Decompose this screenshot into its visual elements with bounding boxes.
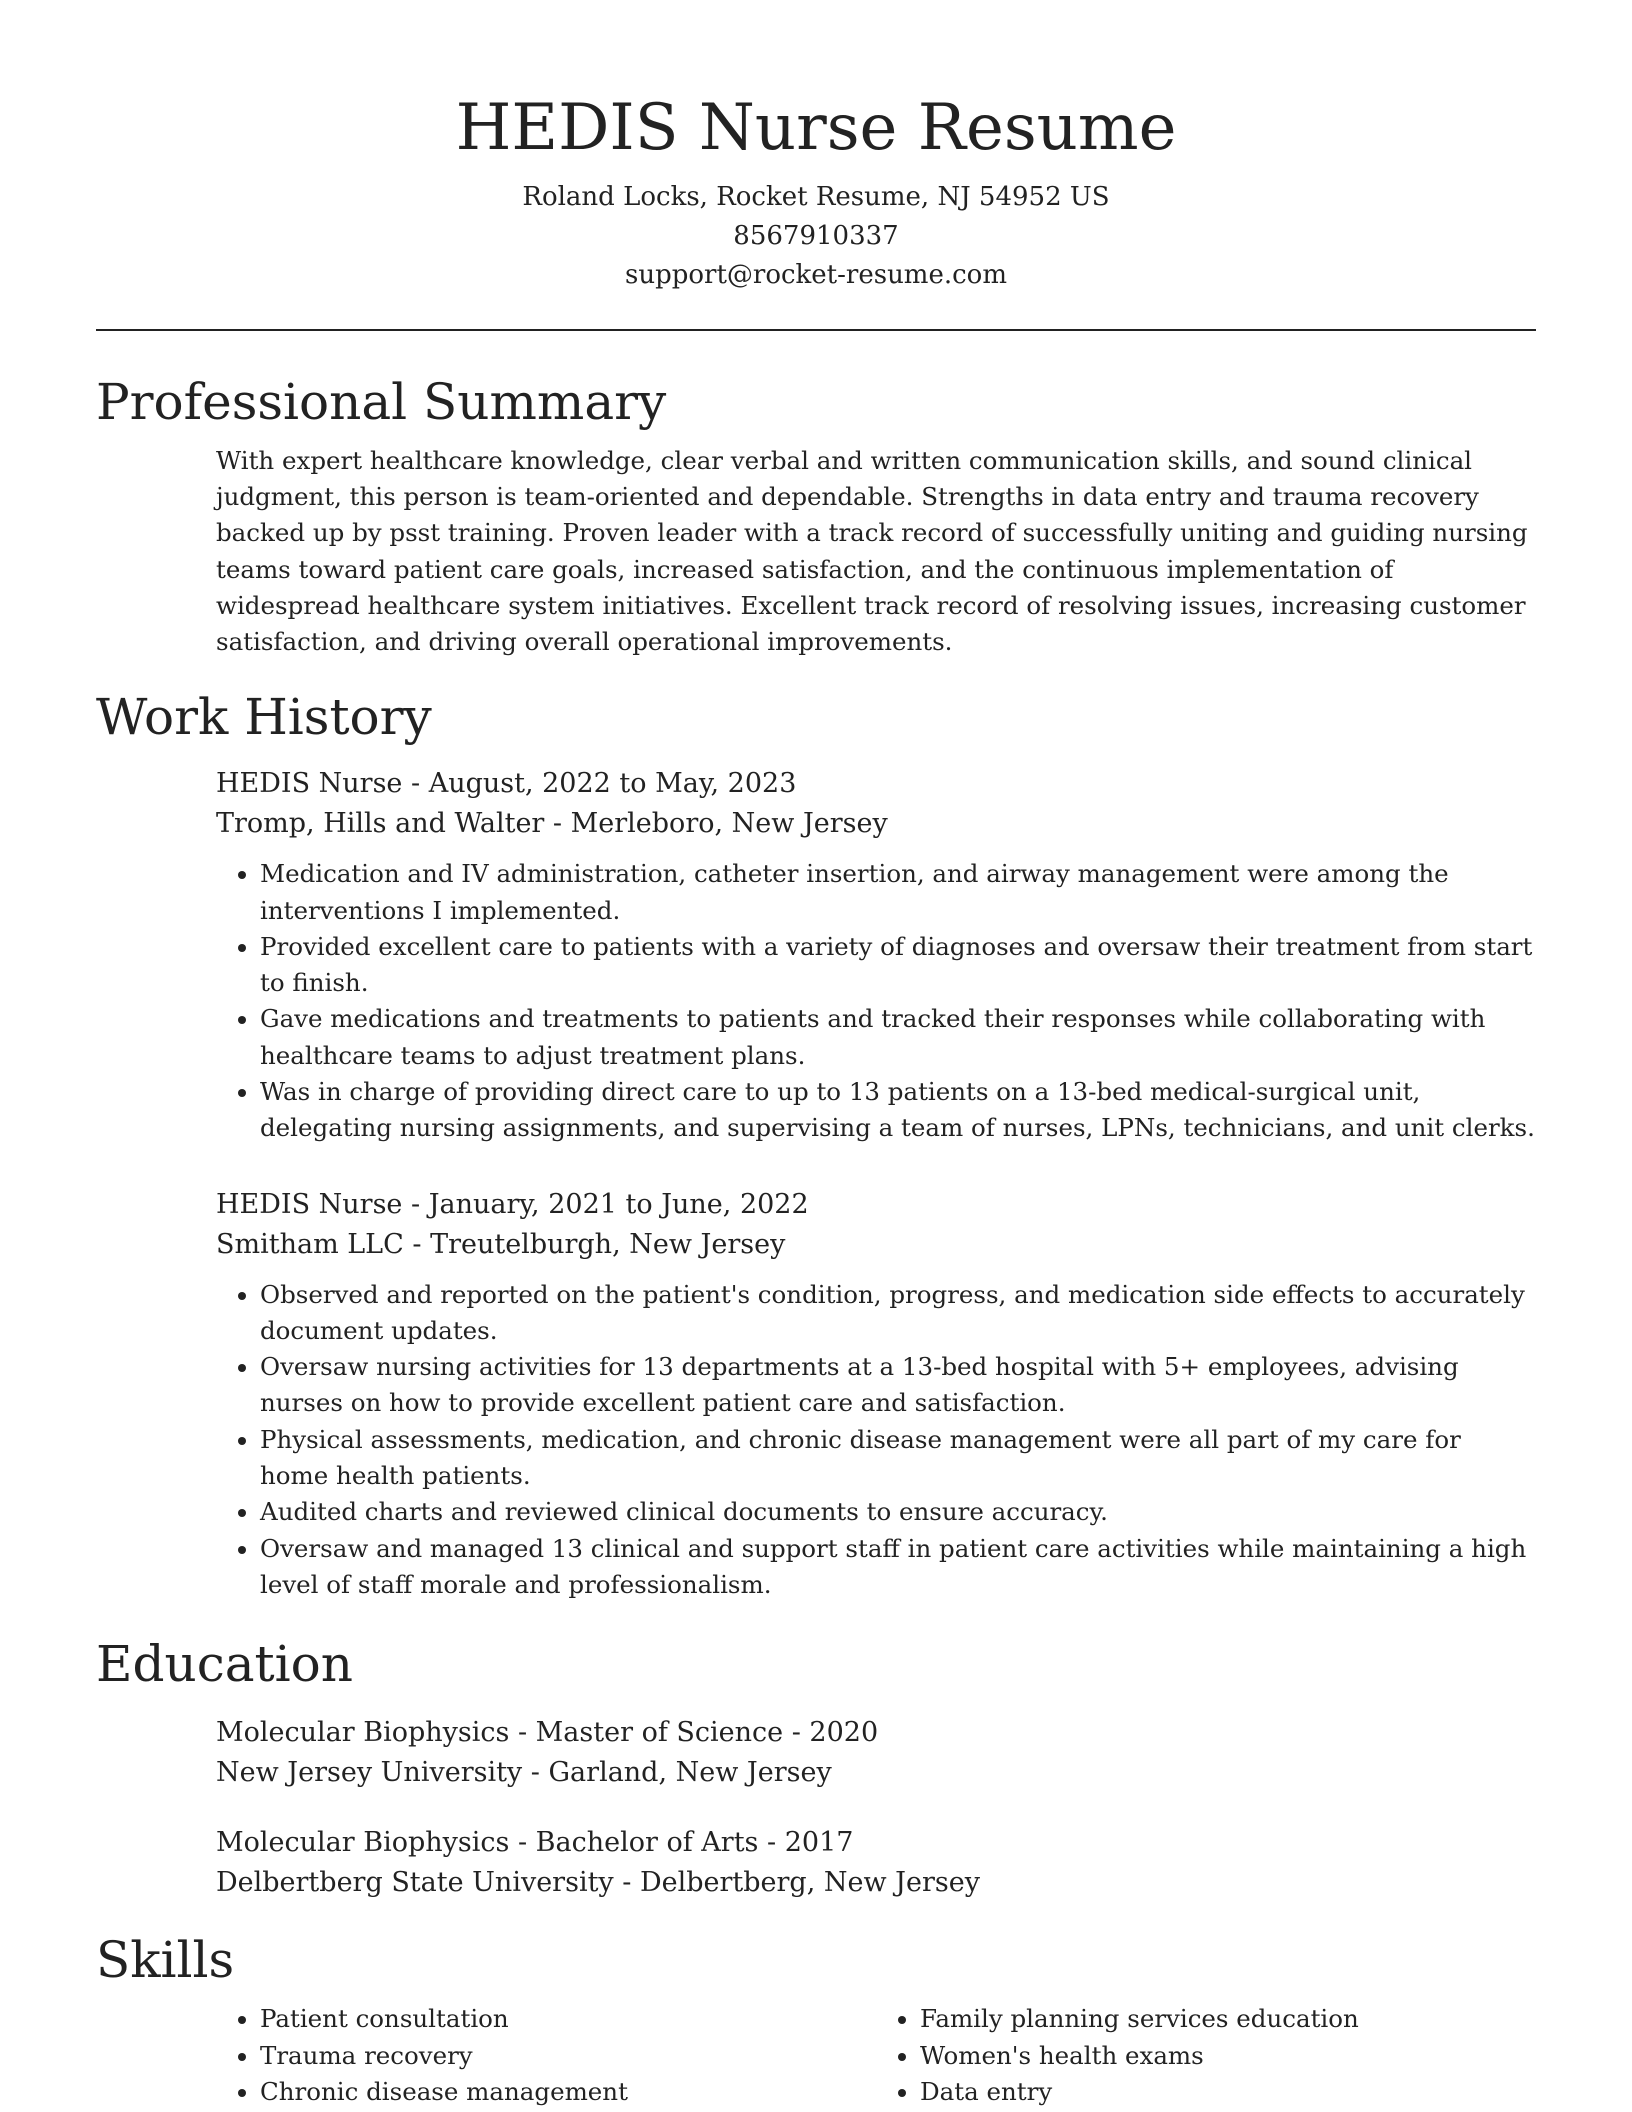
- skill-item: • Trauma recovery: [260, 2038, 876, 2074]
- job-company-line: [216, 804, 1536, 844]
- skill-item: • Patient consultation: [260, 2001, 876, 2037]
- job-company: Smitham LLC: [216, 1228, 404, 1260]
- skill-item: • Chronic disease management: [260, 2074, 876, 2110]
- work-history-section: [96, 686, 1536, 1603]
- job-entry: [216, 764, 1536, 1146]
- education-school: Delbertberg State University: [216, 1867, 614, 1899]
- job-bullet: • Was in charge of providing direct care to up to 13 patients on a 13-bed medical-surgical unit, delegating nursing assignments, and supervising a team of nurses, LPNs, technicians, and unit clerks.: [260, 1074, 1536, 1147]
- section-heading-education: Education: [96, 1635, 353, 1694]
- education-year: - 2020: [783, 1717, 879, 1749]
- education-section: [96, 1633, 1536, 1903]
- job-bullet: • Oversaw nursing activities for 13 departments at a 13-bed hospital with 5+ employees, advising nurses on how to provide excellent patient care and satisfaction.: [260, 1349, 1536, 1422]
- skills-column-left: [216, 2001, 876, 2110]
- contact-address: Roland Locks, Rocket Resume, NJ 54952 US: [522, 182, 1110, 212]
- job-bullet-list: [216, 1277, 1536, 1604]
- resume-page: [96, 0, 1536, 2110]
- job-location: - Treutelburgh, New Jersey: [403, 1228, 786, 1260]
- job-bullet: • Audited charts and reviewed clinical documents to ensure accuracy.: [260, 1494, 1536, 1530]
- job-bullet: • Gave medications and treatments to patients and tracked their responses while collaborating with healthcare teams to adjust treatment plans.: [260, 1001, 1536, 1074]
- skill-item: • Data entry: [920, 2074, 1536, 2110]
- education-year: - 2017: [758, 1827, 854, 1859]
- professional-summary-section: [96, 371, 1536, 660]
- contact-info: [96, 178, 1536, 295]
- education-degree-line: [216, 1713, 1536, 1753]
- education-school-line: [216, 1863, 1536, 1903]
- section-heading-skills: Skills: [96, 1931, 235, 1990]
- education-entry: [216, 1823, 1536, 1903]
- skills-section: [96, 1929, 1536, 2110]
- page-title: HEDIS Nurse Resume: [455, 91, 1177, 165]
- job-entry: [216, 1185, 1536, 1604]
- education-location: - Garland, New Jersey: [522, 1757, 832, 1789]
- education-entry: [216, 1713, 1536, 1793]
- resume-header: [96, 0, 1536, 295]
- skill-item: • Family planning services education: [920, 2001, 1536, 2037]
- job-company: Tromp, Hills and Walter: [216, 808, 545, 840]
- job-company-line: [216, 1225, 1536, 1265]
- job-bullet: • Provided excellent care to patients with a variety of diagnoses and oversaw their treatment from start to finish.: [260, 929, 1536, 1002]
- education-school-line: [216, 1753, 1536, 1793]
- summary-text: With expert healthcare knowledge, clear verbal and written communication skills, and sound clinical judgment, this person is team-oriented and dependable. Strengths in data entry and trauma recovery backed up by psst training. Proven leader with a track record of successfully uniting and guiding nursing teams toward patient care goals, increased satisfaction, and the continuous implementation of widespread healthcare system initiatives. Excellent track record of resolving issues, increasing customer satisfaction, and driving overall operational improvements.: [216, 446, 1528, 657]
- education-location: - Delbertberg, New Jersey: [613, 1867, 980, 1899]
- skill-item: • Women's health exams: [920, 2038, 1536, 2074]
- job-bullet: • Observed and reported on the patient's condition, progress, and medication side effects to accurately document updates.: [260, 1277, 1536, 1350]
- job-bullet: • Physical assessments, medication, and chronic disease management were all part of my care for home health patients.: [260, 1422, 1536, 1495]
- job-bullet: • Oversaw and managed 13 clinical and support staff in patient care activities while maintaining a high level of staff morale and professionalism.: [260, 1531, 1536, 1604]
- job-title-dates: HEDIS Nurse - August, 2022 to May, 2023: [216, 768, 797, 800]
- education-degree: Molecular Biophysics - Master of Science: [216, 1717, 784, 1749]
- contact-phone: 8567910337: [733, 221, 899, 251]
- education-degree-line: [216, 1823, 1536, 1863]
- header-divider: [96, 329, 1536, 331]
- education-school: New Jersey University: [216, 1757, 523, 1789]
- job-location: - Merleboro, New Jersey: [544, 808, 888, 840]
- job-title-dates: HEDIS Nurse - January, 2021 to June, 2022: [216, 1188, 809, 1220]
- section-heading-work: Work History: [96, 688, 432, 747]
- job-bullet: • Medication and IV administration, catheter insertion, and airway management were among the interventions I implemented.: [260, 856, 1536, 929]
- skills-grid: [216, 2001, 1536, 2110]
- section-heading-summary: Professional Summary: [96, 373, 667, 431]
- skills-column-right: [876, 2001, 1536, 2110]
- job-bullet-list: [216, 856, 1536, 1146]
- education-degree: Molecular Biophysics - Bachelor of Arts: [216, 1827, 759, 1859]
- contact-email: support@rocket-resume.com: [624, 260, 1007, 290]
